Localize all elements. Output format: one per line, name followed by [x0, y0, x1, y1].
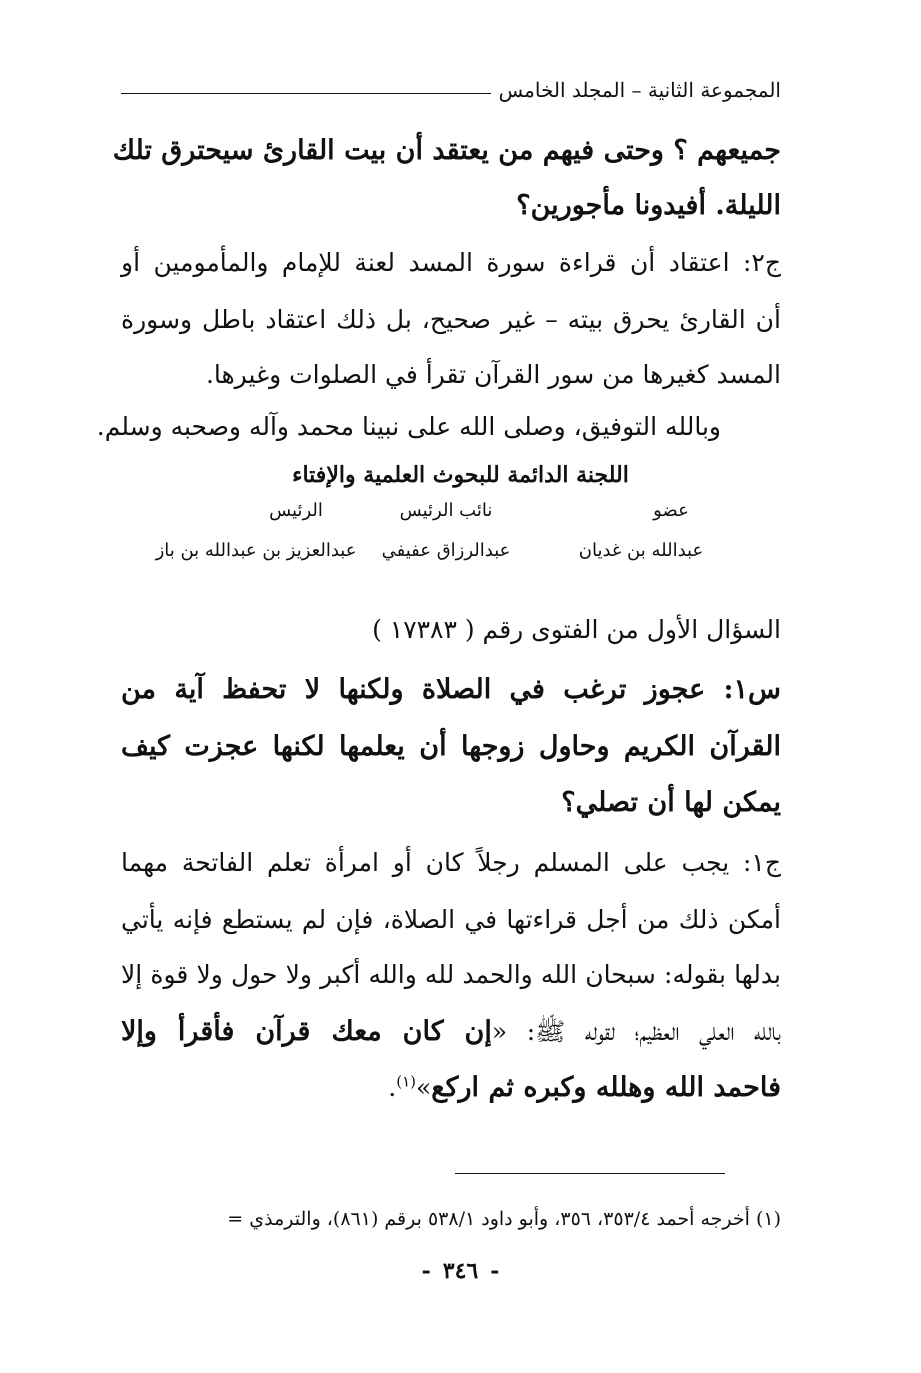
footnote-marker: (١): [396, 1072, 416, 1091]
quote-mark: »: [415, 1073, 432, 1102]
answer-line: المسد كغيرها من سور القرآن تقرأ في الصلوات وغيرها.: [205, 360, 781, 389]
fatwa-heading: السؤال الأول من الفتوى رقم ( ١٧٣٨٣ ): [372, 615, 781, 644]
answer-text: بالله العلي العظيم؛ لقوله ﷺ: «: [491, 1017, 781, 1046]
question-line: يمكن لها أن تصلي؟: [561, 787, 781, 818]
page-number: -٣٤٦-: [421, 1258, 500, 1284]
running-header: [121, 78, 781, 102]
header-rule: [121, 93, 491, 94]
question-line: القرآن الكريم وحاول زوجها أن يعلمها لكنها عجزت كيف: [121, 731, 781, 762]
committee-name: اللجنة الدائمة للبحوث العلمية والإفتاء: [292, 462, 629, 488]
answer-line: [121, 1016, 781, 1053]
period: .: [388, 1073, 397, 1102]
member-role: نائب الرئيس: [399, 500, 493, 521]
answer-line: أمكن ذلك من أجل قراءتها في الصلاة، فإن لم يستطع فإنه يأتي: [121, 905, 781, 934]
footnote-text: (١) أخرجه أحمد ٣٥٣/٤، ٣٥٦، وأبو داود ٥٣٨/١ برقم (٨٦١)، والترمذي =: [227, 1208, 781, 1230]
answer-line: ج١: يجب على المسلم رجلاً كان أو امرأة تعلم الفاتحة مهما: [121, 848, 781, 877]
member-name: عبدالعزيز بن عبدالله بن باز: [155, 540, 357, 561]
member-role: عضو: [653, 500, 689, 521]
answer-line: أن القارئ يحرق بيته – غير صحيح، بل ذلك اعتقاد باطل وسورة: [121, 305, 781, 334]
header-title: المجموعة الثانية – المجلد الخامس: [498, 78, 781, 102]
answer-line: بدلها بقوله: سبحان الله والحمد لله والله أكبر ولا حول ولا قوة إلا: [121, 960, 781, 989]
member-name: عبدالله بن غديان: [578, 540, 704, 561]
question-line: الليلة. أفيدونا مأجورين؟: [516, 190, 781, 221]
answer-line: [121, 1072, 781, 1103]
footnote-rule: [455, 1173, 725, 1174]
page-number-value: ٣٤٦: [442, 1258, 479, 1284]
answer-line: ج٢: اعتقاد أن قراءة سورة المسد لعنة للإمام والمأمومين أو: [121, 248, 781, 277]
hadith-text: إن كان معك قرآن فأقرأ وإلا: [121, 1016, 492, 1047]
closing-line: وبالله التوفيق، وصلى الله على نبينا محمد وآله وصحبه وسلم.: [96, 412, 721, 441]
member-name: عبدالرزاق عفيفي: [381, 540, 511, 561]
member-role: الرئيس: [269, 500, 323, 521]
question-line: جميعهم ؟ وحتى فيهم من يعتقد أن بيت القارئ سيحترق تلك: [112, 135, 781, 166]
question-line: س١: عجوز ترغب في الصلاة ولكنها لا تحفظ آية من: [121, 674, 781, 705]
hadith-text: فاحمد الله وهلله وكبره ثم اركع: [431, 1072, 781, 1103]
